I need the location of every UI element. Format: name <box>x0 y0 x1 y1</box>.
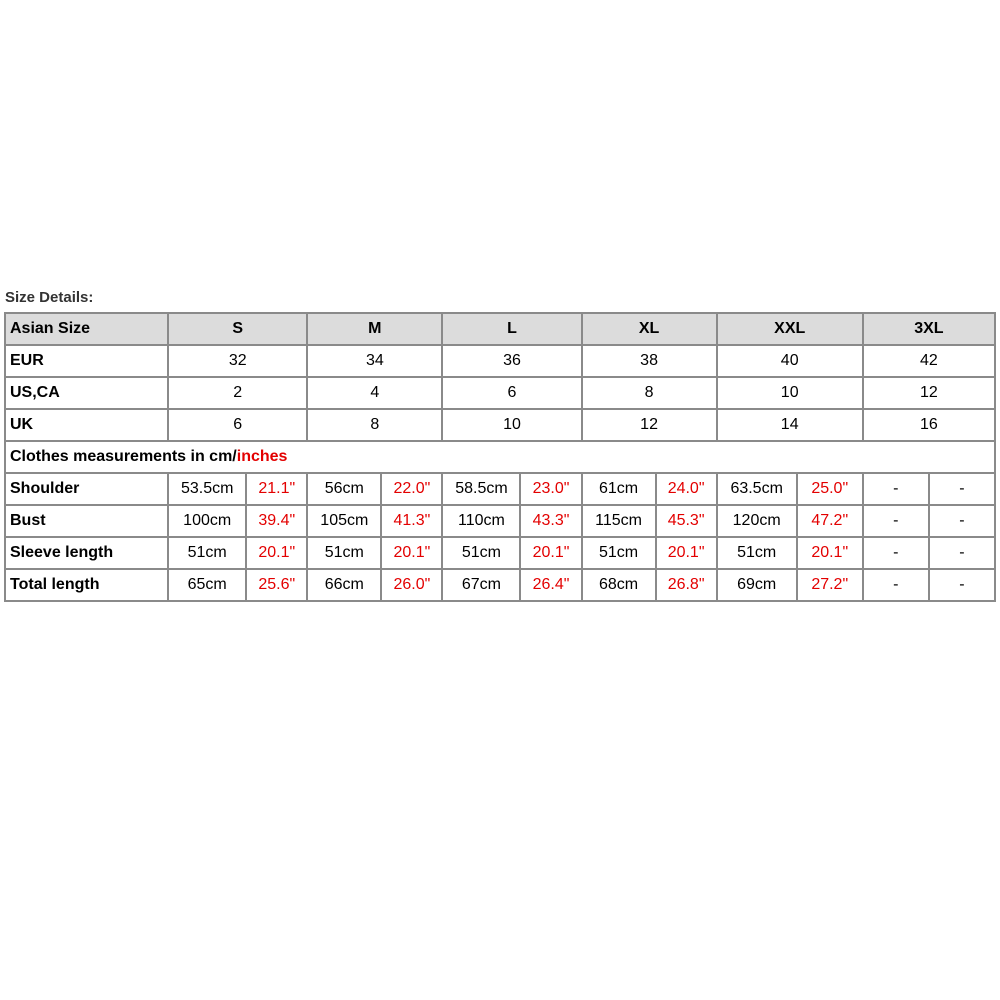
inch-cell: - <box>929 569 995 601</box>
measurements-heading <box>5 441 995 473</box>
row-label: UK <box>5 409 168 441</box>
cm-cell: - <box>863 537 929 569</box>
size-chart-table <box>4 312 996 602</box>
inch-cell: 20.1" <box>797 537 863 569</box>
header-label: Asian Size <box>5 313 168 345</box>
cm-cell: 67cm <box>442 569 520 601</box>
inch-cell: 20.1" <box>656 537 717 569</box>
table-cell: 12 <box>863 377 995 409</box>
cm-cell: 65cm <box>168 569 246 601</box>
table-cell: 16 <box>863 409 995 441</box>
table-cell: 4 <box>307 377 442 409</box>
cm-cell: 63.5cm <box>717 473 797 505</box>
inch-cell: - <box>929 537 995 569</box>
cm-cell: - <box>863 569 929 601</box>
cm-cell: 66cm <box>307 569 381 601</box>
inch-cell: 47.2" <box>797 505 863 537</box>
table-cell: 14 <box>717 409 863 441</box>
cm-cell: 53.5cm <box>168 473 246 505</box>
size-header-s: S <box>168 313 307 345</box>
inch-cell: - <box>929 473 995 505</box>
inch-cell: 20.1" <box>520 537 581 569</box>
cm-cell: 51cm <box>717 537 797 569</box>
row-label: Total length <box>5 569 168 601</box>
row-label: US,CA <box>5 377 168 409</box>
cm-cell: 58.5cm <box>442 473 520 505</box>
row-label: EUR <box>5 345 168 377</box>
inch-cell: 22.0" <box>381 473 442 505</box>
cm-cell: 110cm <box>442 505 520 537</box>
inch-cell: 20.1" <box>246 537 307 569</box>
table-cell: 40 <box>717 345 863 377</box>
table-cell: 34 <box>307 345 442 377</box>
cm-cell: 56cm <box>307 473 381 505</box>
size-header-xxl: XXL <box>717 313 863 345</box>
inch-cell: 23.0" <box>520 473 581 505</box>
inch-cell: 26.0" <box>381 569 442 601</box>
inch-cell: 26.8" <box>656 569 717 601</box>
inch-cell: 25.0" <box>797 473 863 505</box>
measurement-row-sleeve-length <box>5 537 995 569</box>
measurement-row-shoulder <box>5 473 995 505</box>
cm-cell: 100cm <box>168 505 246 537</box>
inch-cell: 43.3" <box>520 505 581 537</box>
inch-cell: 27.2" <box>797 569 863 601</box>
table-cell: 8 <box>582 377 717 409</box>
inch-cell: 41.3" <box>381 505 442 537</box>
row-label: Bust <box>5 505 168 537</box>
cm-cell: 69cm <box>717 569 797 601</box>
cm-cell: - <box>863 505 929 537</box>
inch-cell: 21.1" <box>246 473 307 505</box>
conversion-row-uk <box>5 409 995 441</box>
inch-cell: 45.3" <box>656 505 717 537</box>
table-cell: 6 <box>442 377 581 409</box>
table-cell: 36 <box>442 345 581 377</box>
cm-cell: 105cm <box>307 505 381 537</box>
cm-cell: 61cm <box>582 473 656 505</box>
inch-cell: 39.4" <box>246 505 307 537</box>
measurement-row-bust <box>5 505 995 537</box>
cm-cell: 51cm <box>582 537 656 569</box>
row-label: Shoulder <box>5 473 168 505</box>
table-cell: 6 <box>168 409 307 441</box>
size-details-title: Size Details: <box>5 289 94 306</box>
conversion-row-eur <box>5 345 995 377</box>
cm-cell: 115cm <box>582 505 656 537</box>
table-cell: 8 <box>307 409 442 441</box>
inch-cell: - <box>929 505 995 537</box>
measurement-row-total-length <box>5 569 995 601</box>
row-label: Sleeve length <box>5 537 168 569</box>
cm-cell: - <box>863 473 929 505</box>
measurements-heading-highlight: inches <box>236 448 288 465</box>
table-cell: 2 <box>168 377 307 409</box>
measurements-heading-row <box>5 441 995 473</box>
table-cell: 12 <box>582 409 717 441</box>
inch-cell: 24.0" <box>656 473 717 505</box>
size-header-m: M <box>307 313 442 345</box>
cm-cell: 120cm <box>717 505 797 537</box>
conversion-row-us-ca <box>5 377 995 409</box>
size-header-l: L <box>442 313 581 345</box>
cm-cell: 51cm <box>442 537 520 569</box>
size-header-xl: XL <box>582 313 717 345</box>
table-cell: 10 <box>717 377 863 409</box>
cm-cell: 51cm <box>307 537 381 569</box>
inch-cell: 20.1" <box>381 537 442 569</box>
table-cell: 42 <box>863 345 995 377</box>
table-cell: 10 <box>442 409 581 441</box>
header-row <box>5 313 995 345</box>
measurements-heading-prefix: Clothes measurements in cm/ <box>10 448 237 465</box>
inch-cell: 26.4" <box>520 569 581 601</box>
table-cell: 38 <box>582 345 717 377</box>
cm-cell: 68cm <box>582 569 656 601</box>
cm-cell: 51cm <box>168 537 246 569</box>
size-header-3xl: 3XL <box>863 313 995 345</box>
inch-cell: 25.6" <box>246 569 307 601</box>
table-cell: 32 <box>168 345 307 377</box>
